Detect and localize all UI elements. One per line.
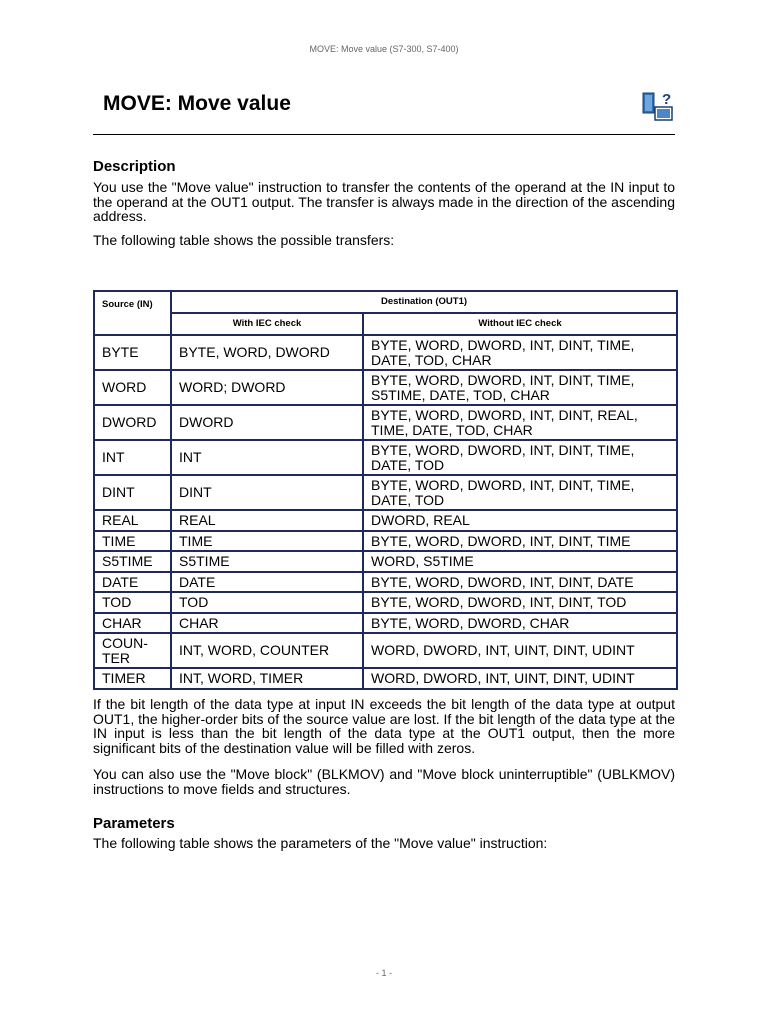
table-row xyxy=(94,551,677,572)
page-number: - 1 - xyxy=(375,968,392,978)
cell-without-iec: BYTE, WORD, DWORD, CHAR xyxy=(363,613,677,634)
cell-source: INT xyxy=(94,440,171,475)
cell-source: DATE xyxy=(94,572,171,593)
header-destination: Destination (OUT1) xyxy=(171,291,677,313)
move-block-paragraph: You can also use the "Move block" (BLKMOV) and "Move block uninterruptible" (UBLKMOV) instructions to move fields and structures. xyxy=(93,766,675,797)
cell-without-iec: DWORD, REAL xyxy=(363,510,677,531)
cell-source: BYTE xyxy=(94,335,171,370)
table-row xyxy=(94,440,677,475)
cell-with-iec: DWORD xyxy=(171,405,363,440)
cell-with-iec: INT, WORD, TIMER xyxy=(171,668,363,689)
cell-with-iec: DATE xyxy=(171,572,363,593)
running-header: MOVE: Move value (S7-300, S7-400) xyxy=(309,44,459,54)
table-row xyxy=(94,633,677,668)
header-without-iec: Without IEC check xyxy=(363,313,677,335)
cell-source: REAL xyxy=(94,510,171,531)
table-row xyxy=(94,475,677,510)
title-divider xyxy=(93,134,675,135)
cell-source: TIMER xyxy=(94,668,171,689)
cell-source: S5TIME xyxy=(94,551,171,572)
cell-without-iec: BYTE, WORD, DWORD, INT, DINT, REAL, TIME, DATE, TOD, CHAR xyxy=(363,405,677,440)
bit-length-paragraph: If the bit length of the data type at input IN exceeds the bit length of the data type at output OUT1, the higher-order bits of the source value are lost. If the bit length of the data type at the IN input is less than the bit length of the data type at the OUT1 output, then the more significant bits of the destination value will be filled with zeros. xyxy=(93,696,675,756)
cell-with-iec: REAL xyxy=(171,510,363,531)
cell-source: TOD xyxy=(94,592,171,613)
cell-source: COUN-TER xyxy=(94,633,171,668)
parameters-heading: Parameters xyxy=(93,815,175,832)
table-row xyxy=(94,572,677,593)
table-row xyxy=(94,370,677,405)
parameters-intro-paragraph: The following table shows the parameters of the "Move value" instruction: xyxy=(93,835,548,851)
page-title: MOVE: Move value xyxy=(103,92,291,115)
cell-source: WORD xyxy=(94,370,171,405)
cell-with-iec: TOD xyxy=(171,592,363,613)
cell-without-iec: BYTE, WORD, DWORD, INT, DINT, TIME, DATE, TOD, CHAR xyxy=(363,335,677,370)
cell-without-iec: BYTE, WORD, DWORD, INT, DINT, TIME, DATE, TOD xyxy=(363,475,677,510)
cell-without-iec: BYTE, WORD, DWORD, INT, DINT, DATE xyxy=(363,572,677,593)
cell-with-iec: INT xyxy=(171,440,363,475)
cell-with-iec: INT, WORD, COUNTER xyxy=(171,633,363,668)
cell-source: CHAR xyxy=(94,613,171,634)
cell-without-iec: WORD, DWORD, INT, UINT, DINT, UDINT xyxy=(363,668,677,689)
cell-with-iec: CHAR xyxy=(171,613,363,634)
cell-source: DWORD xyxy=(94,405,171,440)
table-row xyxy=(94,613,677,634)
cell-without-iec: WORD, DWORD, INT, UINT, DINT, UDINT xyxy=(363,633,677,668)
cell-with-iec: TIME xyxy=(171,531,363,552)
cell-without-iec: WORD, S5TIME xyxy=(363,551,677,572)
table-intro-paragraph: The following table shows the possible transfers: xyxy=(93,232,395,248)
table-row xyxy=(94,592,677,613)
transfers-table xyxy=(93,290,678,690)
table-row xyxy=(94,531,677,552)
cell-with-iec: BYTE, WORD, DWORD xyxy=(171,335,363,370)
table-row xyxy=(94,668,677,689)
cell-with-iec: WORD; DWORD xyxy=(171,370,363,405)
cell-without-iec: BYTE, WORD, DWORD, INT, DINT, TIME xyxy=(363,531,677,552)
cell-with-iec: S5TIME xyxy=(171,551,363,572)
table-row xyxy=(94,405,677,440)
help-question-icon[interactable] xyxy=(642,90,674,122)
cell-without-iec: BYTE, WORD, DWORD, INT, DINT, TIME, DATE, TOD xyxy=(363,440,677,475)
description-heading: Description xyxy=(93,158,176,175)
header-source: Source (IN) xyxy=(94,291,171,335)
cell-source: TIME xyxy=(94,531,171,552)
svg-text:?: ? xyxy=(662,91,672,108)
description-paragraph: You use the "Move value" instruction to transfer the contents of the operand at the IN input to the operand at the OUT1 output. The transfer is always made in the direction of the ascending address. xyxy=(93,179,675,224)
cell-without-iec: BYTE, WORD, DWORD, INT, DINT, TOD xyxy=(363,592,677,613)
cell-with-iec: DINT xyxy=(171,475,363,510)
table-row xyxy=(94,335,677,370)
cell-source: DINT xyxy=(94,475,171,510)
table-row xyxy=(94,510,677,531)
cell-without-iec: BYTE, WORD, DWORD, INT, DINT, TIME, S5TIME, DATE, TOD, CHAR xyxy=(363,370,677,405)
header-with-iec: With IEC check xyxy=(171,313,363,335)
